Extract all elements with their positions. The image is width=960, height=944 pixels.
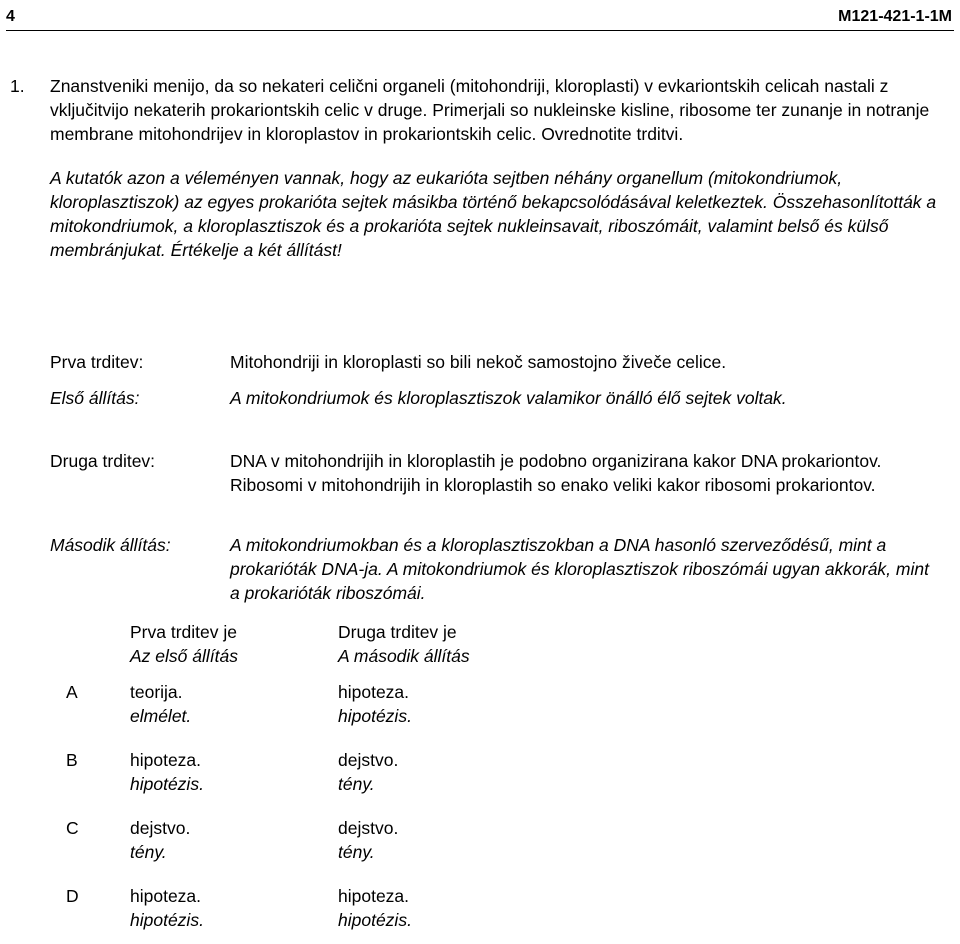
option-letter: C (66, 818, 79, 838)
page-header (6, 6, 954, 31)
column-header-first: Prva trditev je Az első állítás (130, 622, 238, 666)
option-letter: D (66, 886, 79, 906)
statement-text: Mitohondriji in kloroplasti so bili nekoč samostojno živeče celice. (230, 352, 727, 372)
statement-label: Második állítás: (50, 535, 171, 555)
option-letter: A (66, 682, 78, 702)
answer-option-b[interactable]: B hipoteza. hipotézis. dejstvo. tény. (66, 750, 399, 794)
page-number: 4 (6, 8, 15, 25)
question-number: 1. (10, 76, 25, 96)
question (10, 74, 950, 262)
option-letter: B (66, 750, 78, 770)
statement-text: A mitokondriumokban és a kloroplasztiszokban a DNA hasonló szerveződésű, mint a prokarióták DNA-ja. A mitokondriumok és kloroplasztiszok riboszómái ugyan akkorák, mint a prokarióták riboszómái. (230, 535, 929, 603)
answer-option-a[interactable]: A teorija. elmélet. hipoteza. hipotézis. (66, 682, 412, 726)
statement-label: Első állítás: (50, 388, 140, 408)
statement-text: DNA v mitohondrijih in kloroplastih je podobno organizirana kakor DNA prokariontov. Ribosomi v mitohondrijih in kloroplastih so enako veliki kakor ribosomi prokariontov. (230, 451, 882, 495)
answer-option-c[interactable]: C dejstvo. tény. dejstvo. tény. (66, 818, 399, 862)
question-text-slovene: Znanstveniki menijo, da so nekateri celični organeli (mitohondriji, kloroplasti) v evkariontskih celicah nastali z vključitvijo nekaterih prokariontskih celic v druge. Primerjali so nukleinske kisline, ribosome ter zunanje in notranje membrane mitohondrijev in kloroplastov in prokariontskih celic. Ovrednotite trditvi. (50, 76, 930, 144)
column-header-second: Druga trditev je A második állítás (338, 622, 470, 666)
statement-label: Druga trditev: (50, 451, 156, 471)
question-text-hungarian: A kutatók azon a véleményen vannak, hogy az eukarióta sejtben néhány organellum (mitokondriumok, kloroplasztiszok) az egyes prokarióta sejtek másikba történő bekapcsolódásával keletkeztek. Összehasonlították a mitokondriumok, a kloroplasztiszok és a prokarióta sejtek nukleinsavait, riboszómáit, valamint belső és külső membránjukat. Értékelje a két állítást! (50, 168, 937, 260)
answer-option-d[interactable]: D hipoteza. hipotézis. hipoteza. hipotézis. (66, 886, 412, 930)
statement-text: A mitokondriumok és kloroplasztiszok valamikor önálló élő sejtek voltak. (230, 388, 787, 408)
exam-code: M121-421-1-1M (838, 8, 952, 25)
statement-label: Prva trditev: (50, 352, 144, 372)
